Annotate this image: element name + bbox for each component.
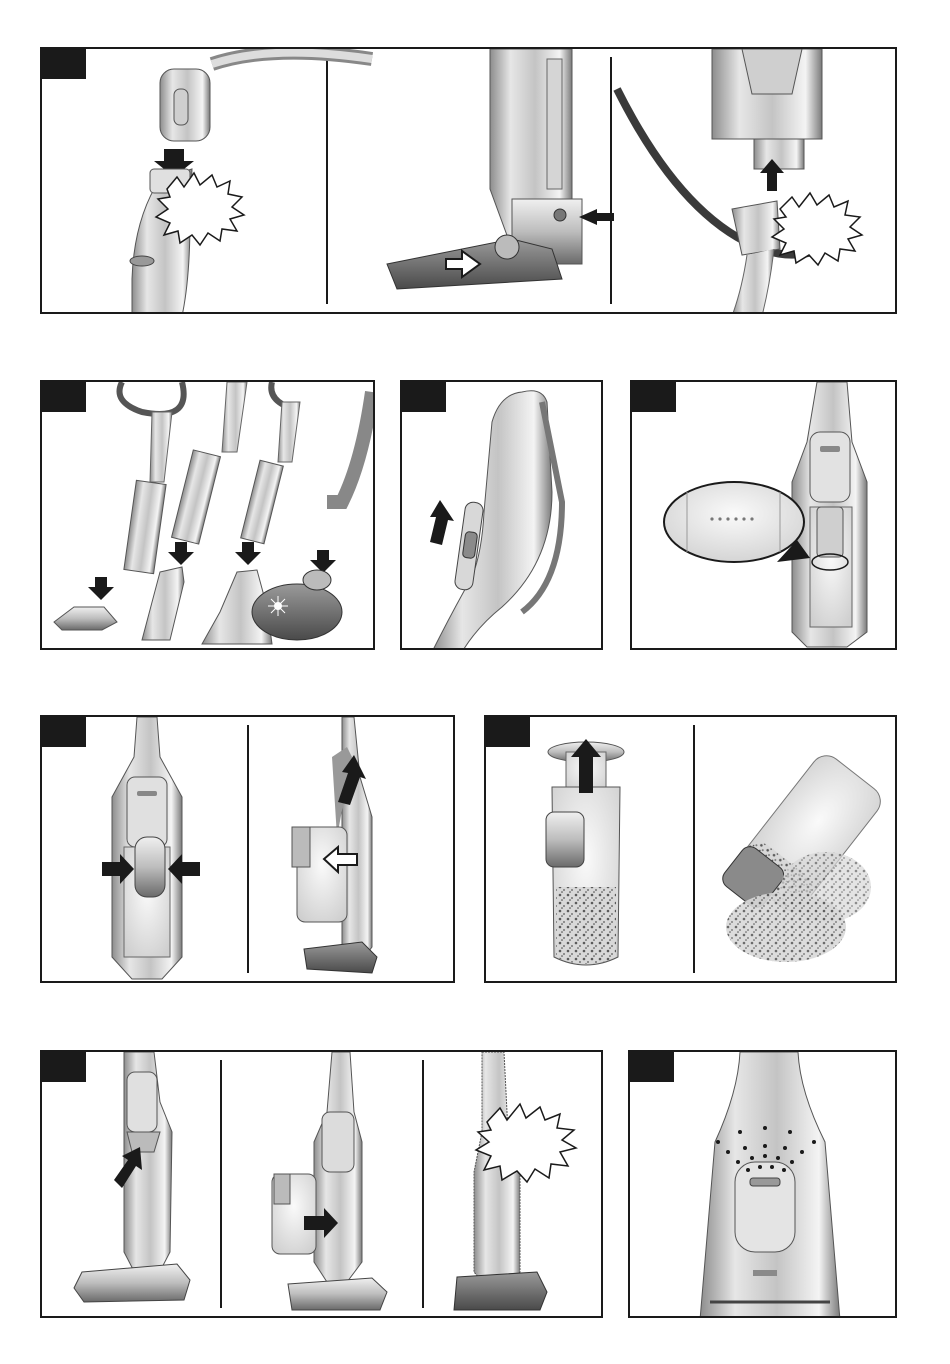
magnifier-callout bbox=[664, 482, 804, 562]
remove-container-illustration bbox=[42, 717, 455, 983]
panel-attachments bbox=[40, 380, 375, 650]
arrow-down-icon bbox=[310, 550, 336, 573]
panel-remove-container bbox=[40, 715, 455, 983]
panel-empty-container bbox=[484, 715, 897, 983]
click-burst-icon bbox=[772, 193, 862, 265]
arrow-down-icon bbox=[168, 542, 194, 565]
arrow-left-icon bbox=[579, 209, 614, 225]
dust-level-illustration bbox=[632, 382, 897, 650]
panel-dust-level bbox=[630, 380, 897, 650]
arrow-up-icon bbox=[430, 500, 454, 545]
handle-switch-illustration bbox=[402, 382, 603, 650]
arrow-down-icon bbox=[235, 542, 261, 565]
sun-icon bbox=[268, 596, 288, 616]
panel-charging-indicator bbox=[628, 1050, 897, 1318]
panel-attach-hose bbox=[40, 47, 897, 314]
attachments-illustration bbox=[42, 382, 375, 650]
arrow-down-icon bbox=[88, 577, 114, 600]
empty-container-illustration bbox=[486, 717, 897, 983]
reinsert-illustration bbox=[42, 1052, 603, 1318]
panel-handle-switch bbox=[400, 380, 603, 650]
hose-attach-illustration bbox=[42, 49, 897, 314]
panel-reinsert bbox=[40, 1050, 603, 1318]
charging-indicator-illustration bbox=[630, 1052, 897, 1318]
